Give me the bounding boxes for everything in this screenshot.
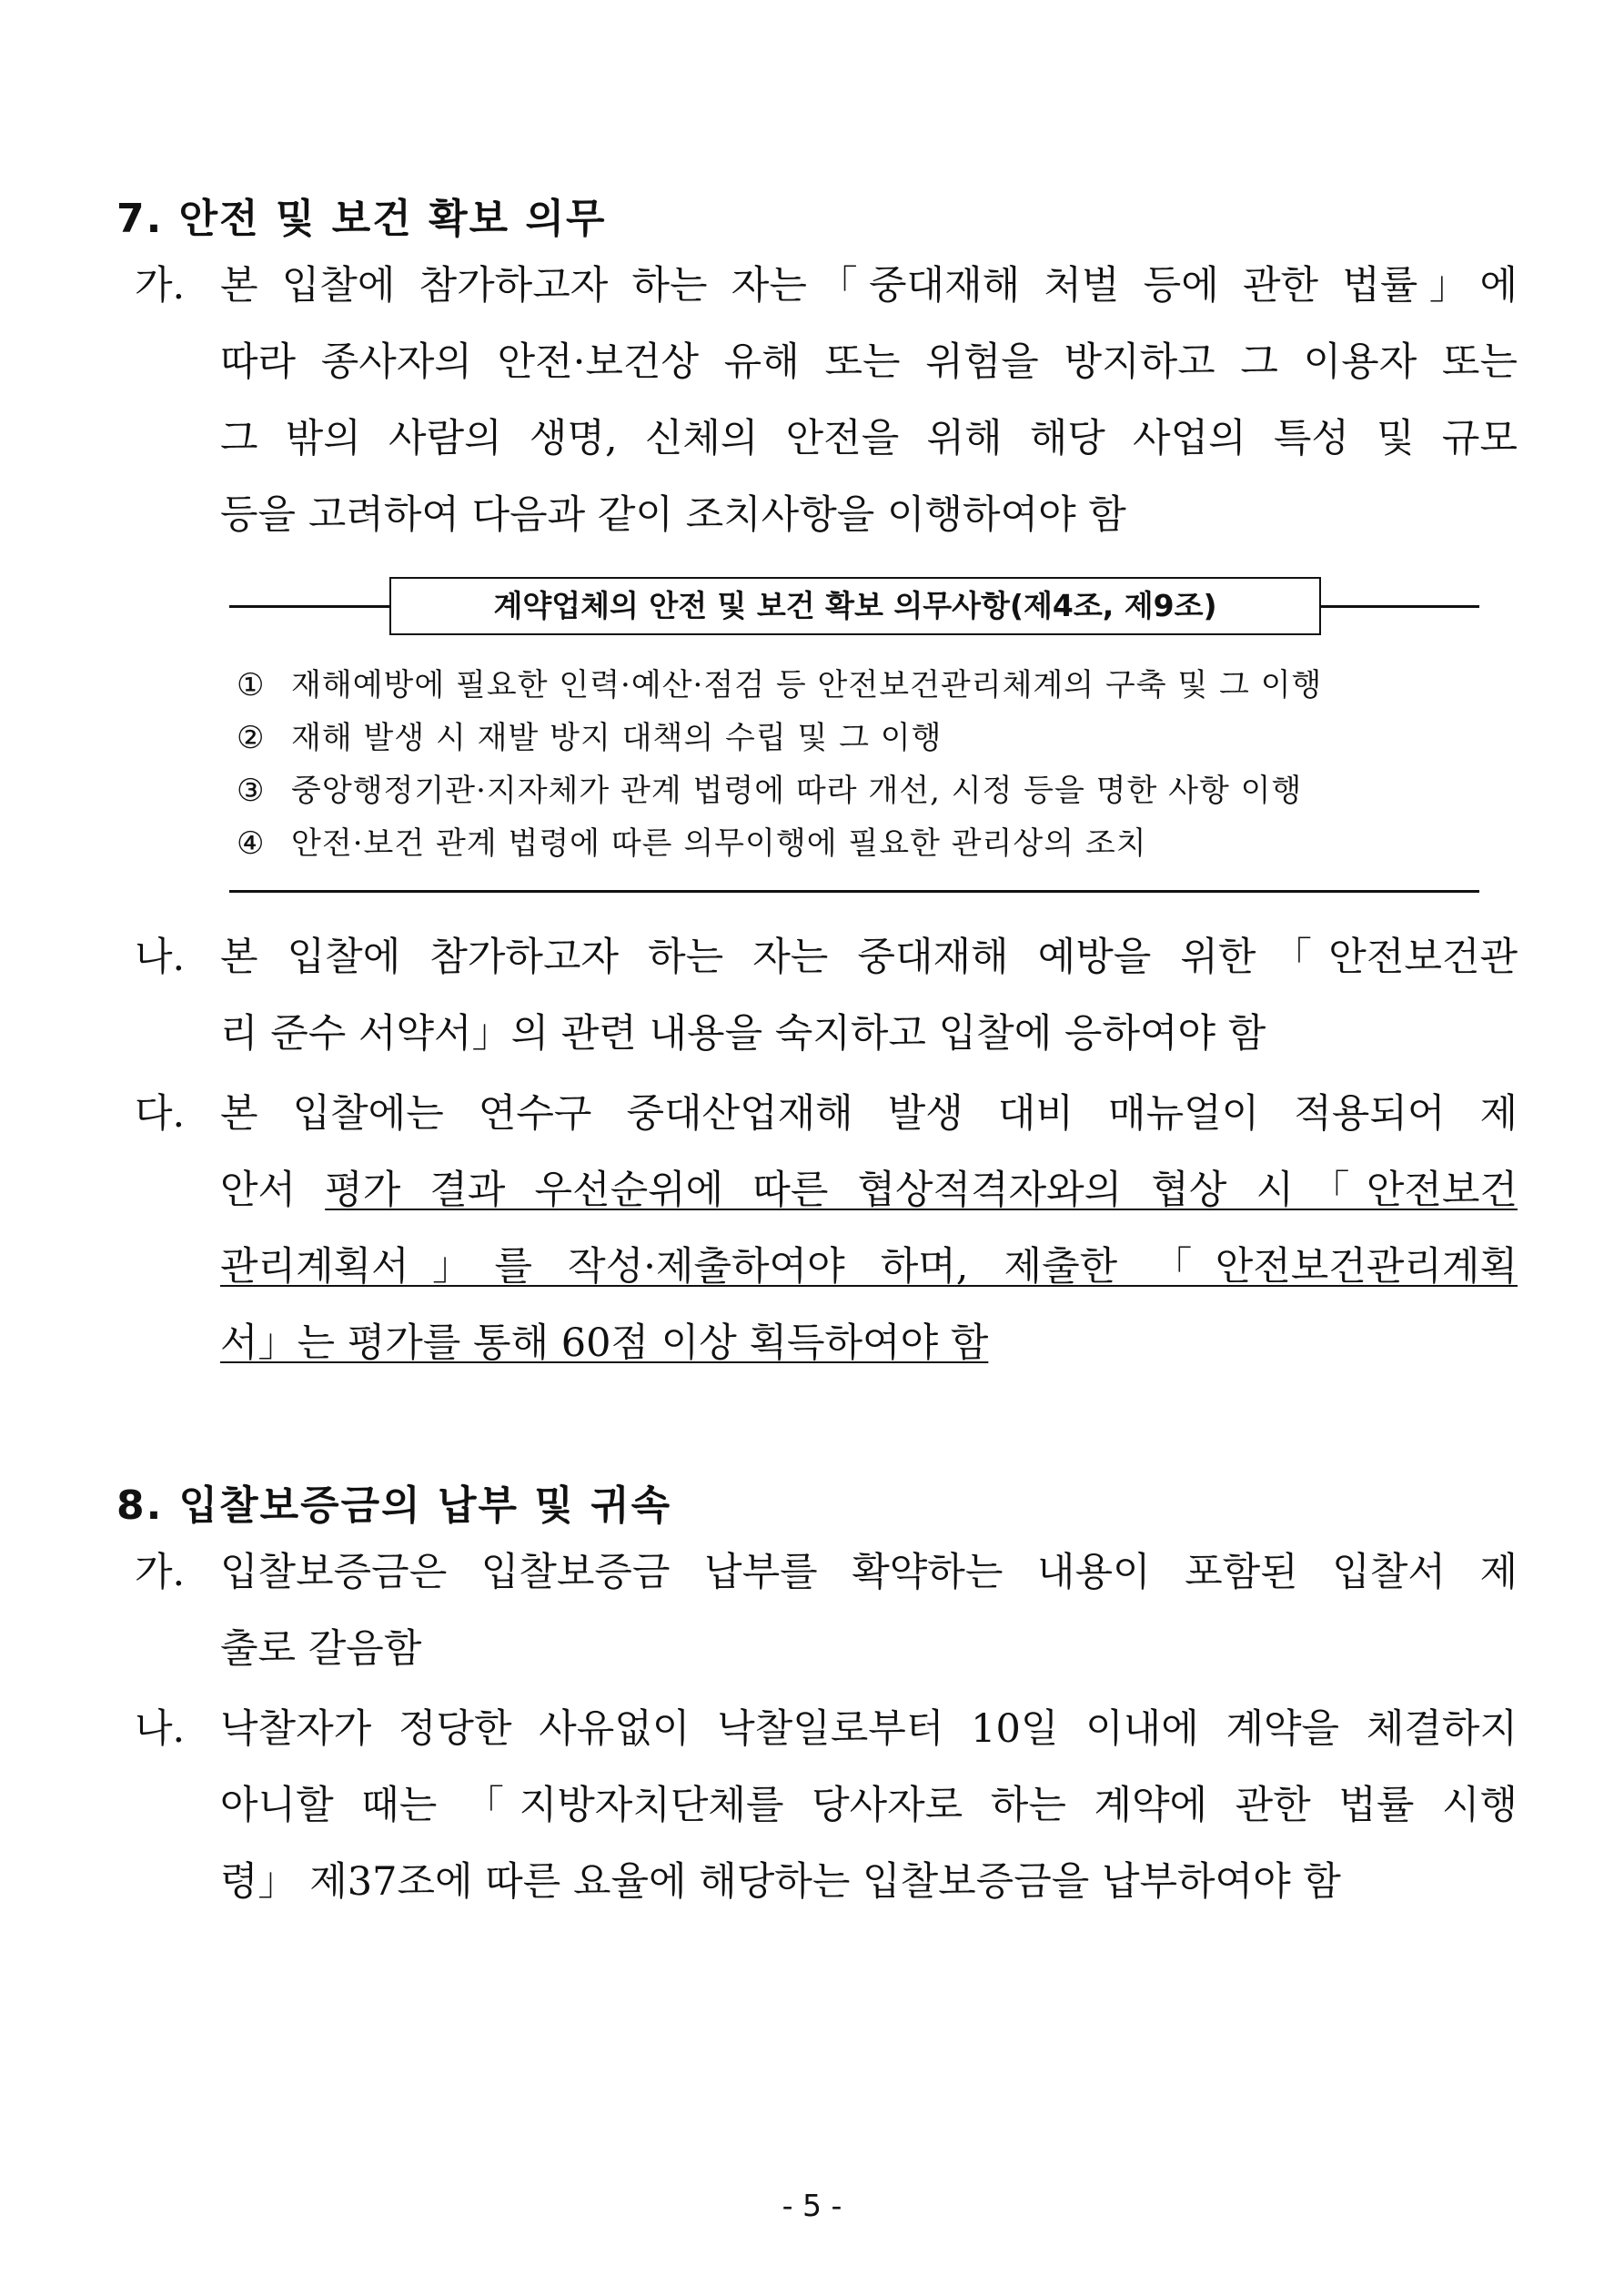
page-number: - 5 -	[782, 2188, 842, 2223]
obligation-item	[237, 764, 1510, 817]
box-bottom-rule	[229, 890, 1479, 893]
item-number: ④	[237, 825, 266, 862]
item-text: 안전·보건 관계 법령에 따른 의무이행에 필요한 관리상의 조치	[291, 825, 1147, 862]
line-text: 안서	[220, 1168, 326, 1213]
paragraph-line: 출로 갈음함	[220, 1626, 422, 1672]
underlined-text: 서」는 평가를 통해 60점 이상 획득하여야 함	[220, 1320, 989, 1366]
section-7-heading: 7. 안전 및 보건 확보 의무	[116, 196, 607, 242]
item-number: ②	[237, 720, 266, 756]
line-text: 입찰보증금은 입찰보증금 납부를 확약하는 내용이 포함된 입찰서 제	[220, 1550, 1518, 1595]
paragraph-line: 리 준수 서약서」의 관련 내용을 숙지하고 입찰에 응하여야 함	[220, 1011, 1266, 1057]
obligation-list	[237, 659, 1510, 870]
line-text: 낙찰자가 정당한 사유없이 낙찰일로부터 10일 이내에 계약을 체결하지	[220, 1706, 1518, 1752]
item-number: ③	[237, 773, 266, 809]
line-text: 본 입찰에는 연수구 중대산업재해 발생 대비 매뉴얼이 적용되어 제	[220, 1091, 1518, 1137]
item-label: 나.	[135, 1706, 186, 1752]
item-number: ①	[237, 667, 266, 703]
paragraph-line	[135, 919, 1518, 996]
obligation-item	[237, 817, 1510, 870]
section-8-item-ga	[135, 1534, 1518, 1687]
item-text: 재해예방에 필요한 인력·예산·점검 등 안전보건관리체계의 구축 및 그 이행	[291, 667, 1323, 703]
item-label: 다.	[135, 1091, 186, 1137]
paragraph-line: 그 밖의 사람의 생명, 신체의 안전을 위해 해당 사업의 특성 및 규모	[220, 416, 1518, 461]
paragraph-line	[135, 1229, 1518, 1305]
paragraph-line	[135, 1076, 1518, 1152]
item-label: 가.	[135, 263, 186, 308]
paragraph-line	[135, 1691, 1518, 1767]
paragraph-line: 령」 제37조에 따른 요율에 해당하는 입찰보증금을 납부하여야 함	[220, 1859, 1341, 1905]
section-7-item-ga	[135, 248, 1518, 553]
paragraph-line: 등을 고려하여 다음과 같이 조치사항을 이행하여야 함	[220, 492, 1126, 538]
item-label: 가.	[135, 1550, 186, 1595]
item-text: 중앙행정기관·지자체가 관계 법령에 따라 개선, 시정 등을 명한 사항 이행	[291, 773, 1303, 809]
underlined-text: 평가 결과 우선순위에 따른 협상적격자와의 협상 시「안전보건	[325, 1168, 1518, 1213]
underlined-text: 관리계획서」를 작성·제출하여야 하며, 제출한 「안전보건관리계획	[220, 1244, 1518, 1290]
paragraph-line: 아니할 때는 「지방자치단체를 당사자로 하는 계약에 관한 법률 시행	[220, 1783, 1518, 1828]
line-text: 본 입찰에 참가하고자 하는 자는「중대재해 처벌 등에 관한 법률」에	[220, 263, 1518, 308]
paragraph-line: 따라 종사자의 안전·보건상 유해 또는 위험을 방지하고 그 이용자 또는	[220, 339, 1518, 385]
item-text: 재해 발생 시 재발 방지 대책의 수립 및 그 이행	[291, 720, 943, 756]
paragraph-line	[135, 1305, 1518, 1381]
box-title-rule-left	[229, 605, 391, 608]
line-text: 본 입찰에 참가하고자 하는 자는 중대재해 예방을 위한「안전보건관	[220, 935, 1518, 980]
item-label: 나.	[135, 935, 186, 980]
paragraph-line	[135, 1152, 1518, 1229]
paragraph-line	[135, 1534, 1518, 1611]
obligation-item	[237, 659, 1510, 712]
section-8-heading: 8. 입찰보증금의 납부 및 귀속	[116, 1482, 672, 1529]
section-8-item-na	[135, 1691, 1518, 1920]
obligation-box-title: 계약업체의 안전 및 보건 확보 의무사항(제4조, 제9조)	[389, 577, 1321, 635]
section-7-item-na	[135, 919, 1518, 1072]
box-title-rule-right	[1319, 605, 1479, 608]
paragraph-line	[135, 248, 1518, 324]
section-7-item-da	[135, 1076, 1518, 1381]
obligation-item	[237, 712, 1510, 764]
